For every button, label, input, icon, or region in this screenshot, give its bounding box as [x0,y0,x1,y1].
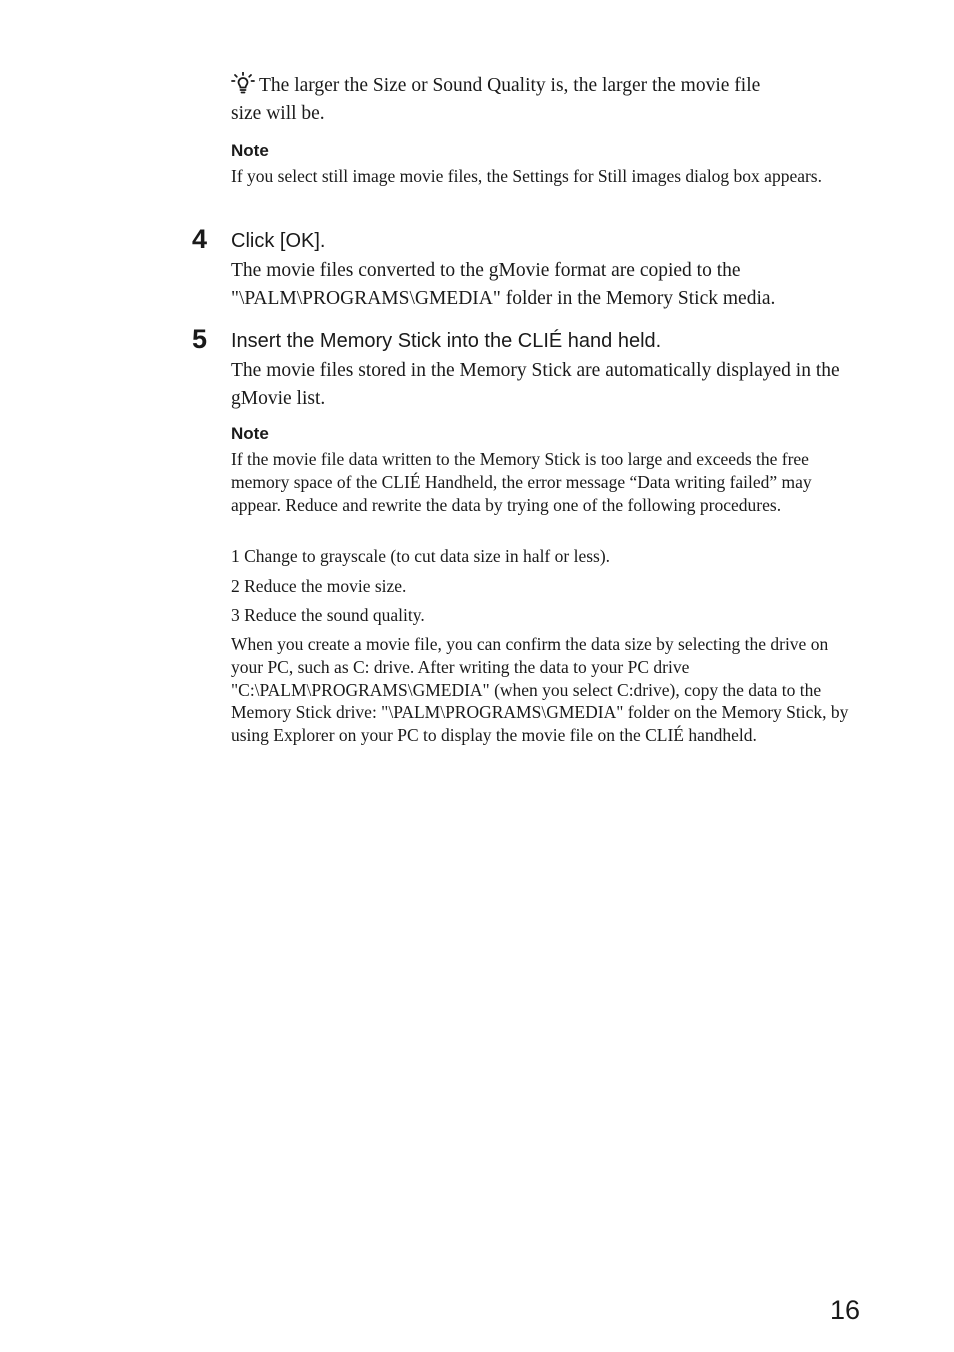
tip-paragraph [231,72,771,128]
step-number: 4 [192,224,208,254]
note-closing-text: When you create a movie file, you can confirm the data size by selecting the drive on your PC, such as C: drive. After writing the data to your PC drive "C:\PALM\PROGRAMS\GMEDIA" (when you select C:drive), copy the data to the Memory Stick drive: "\PALM\PROGRAMS\GMEDIA" folder on the Memory Stick, by using Explorer on your PC to display the movie file on the CLIÉ handheld. [231,634,849,746]
note-heading: Note [231,424,269,443]
list-item: 2 Reduce the movie size. [231,576,407,596]
step-heading: Click [OK]. [231,230,326,252]
page-number: 16 [829,1295,860,1325]
step-heading: Insert the Memory Stick into the CLIÉ hand held. [231,330,662,352]
tip-text: The larger the Size or Sound Quality is, the larger the movie file size will be. [231,75,761,124]
list-item: 1 Change to grayscale (to cut data size in half or less). [231,546,611,566]
note-text: If you select still image movie files, the Settings for Still images dialog box appears. [231,166,822,186]
list-item: 3 Reduce the sound quality. [231,605,425,625]
note-text: If the movie file data written to the Memory Stick is too large and exceeds the free memory space of the CLIÉ Handheld, the error message “Data writing failed” may appear. Reduce and rewrite the data by trying one of the following procedures. [231,449,812,515]
step-number: 5 [192,324,208,354]
note-heading: Note [231,141,269,160]
lightbulb-icon [231,72,255,94]
step-description: The movie files converted to the gMovie format are copied to the "\PALM\PROGRAMS\GMEDIA" folder in the Memory Stick media. [231,260,776,309]
step-description: The movie files stored in the Memory Stick are automatically displayed in the gMovie list. [231,360,840,409]
